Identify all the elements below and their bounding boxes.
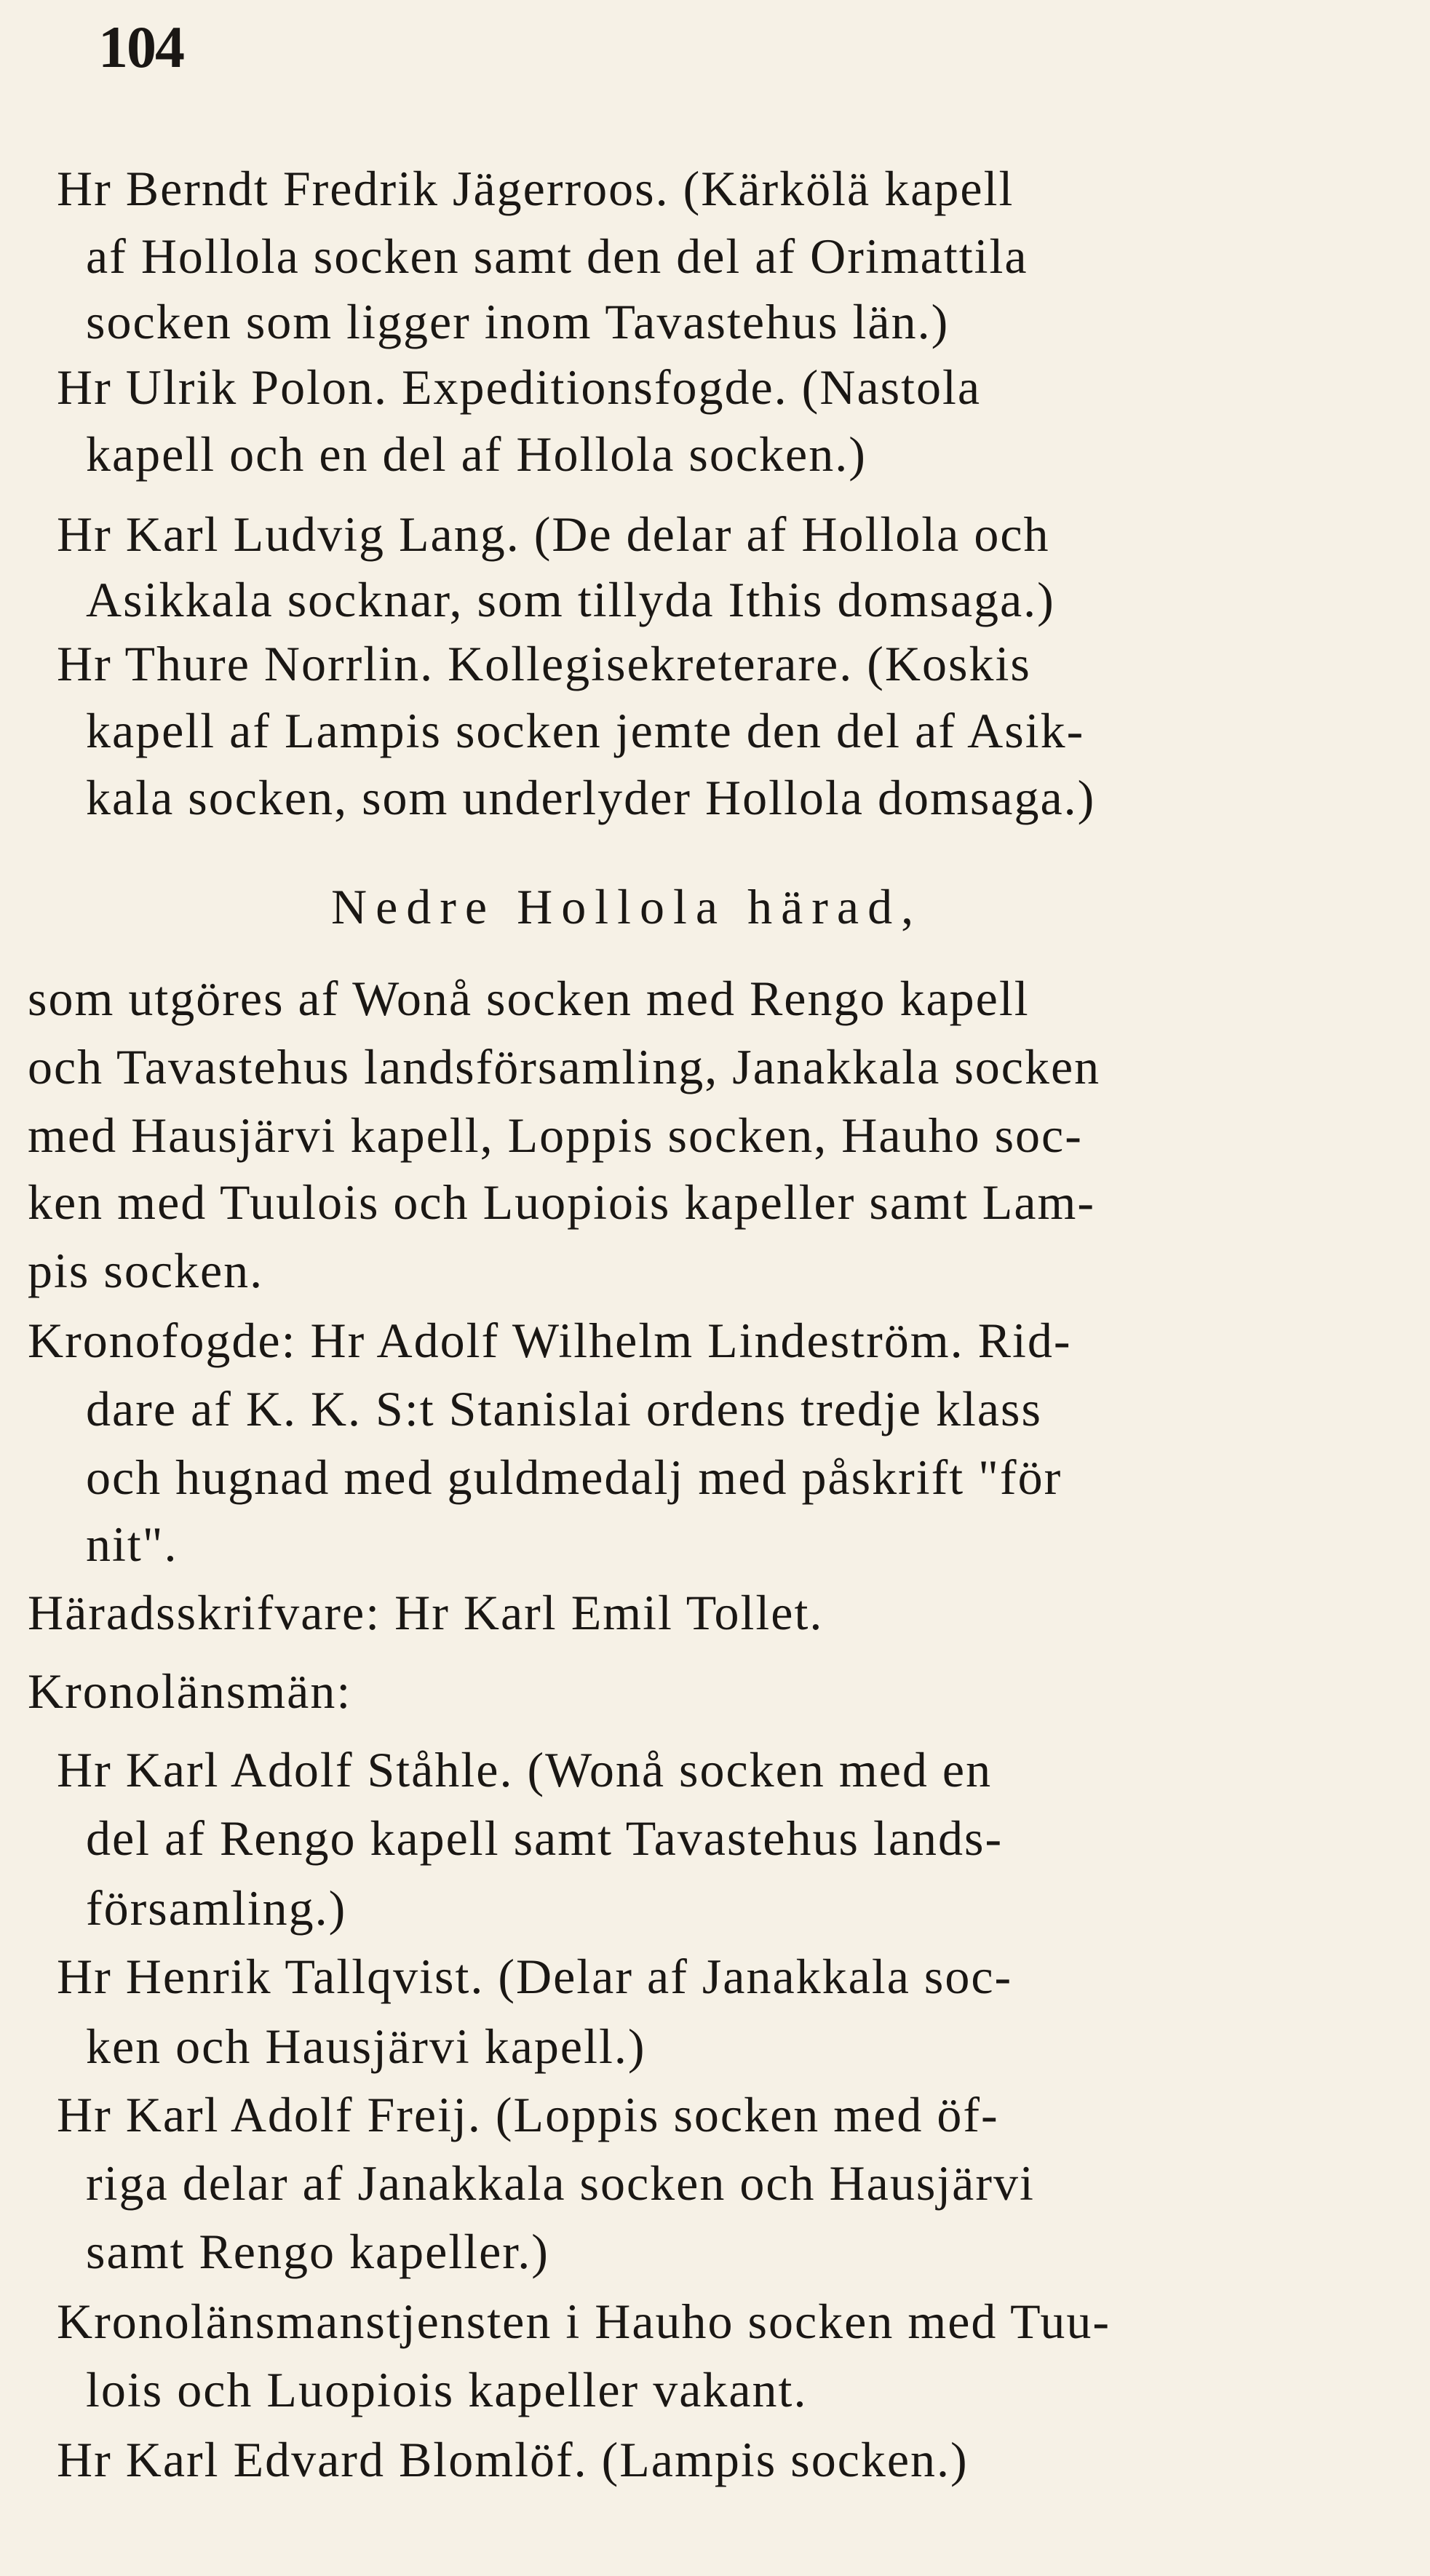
text-line: Hr Thure Norrlin. Kollegisekreterare. (Koskis <box>57 636 1031 691</box>
text-line: socken som ligger inom Tavastehus län.) <box>86 294 950 349</box>
text-line: Hr Berndt Fredrik Jägerroos. (Kärkölä kapell <box>57 161 1014 216</box>
text-line: Kronofogde: Hr Adolf Wilhelm Lindeström. Rid- <box>28 1313 1072 1368</box>
text-line: lois och Luopiois kapeller vakant. <box>86 2362 808 2417</box>
text-line: Hr Ulrik Polon. Expeditionsfogde. (Nastola <box>57 359 982 415</box>
text-line: riga delar af Janakkala socken och Hausjärvi <box>86 2155 1035 2211</box>
text-line: nit". <box>86 1516 178 1572</box>
text-line: och hugnad med guldmedalj med påskrift "för <box>86 1450 1062 1505</box>
text-line: Kronolänsmän: <box>28 1663 352 1719</box>
text-line: af Hollola socken samt den del af Orimattila <box>86 228 1028 284</box>
text-line: Asikkala socknar, som tillyda Ithis domsaga.) <box>86 572 1055 627</box>
text-line: pis socken. <box>28 1243 264 1298</box>
text-line: ken med Tuulois och Luopiois kapeller samt Lam- <box>28 1174 1096 1230</box>
text-line: del af Rengo kapell samt Tavastehus lands- <box>86 1810 1004 1866</box>
text-line: Hr Karl Adolf Freij. (Loppis socken med öf- <box>57 2087 999 2142</box>
page-number: 104 <box>98 14 183 80</box>
text-line: Kronolänsmanstjensten i Hauho socken med Tuu- <box>57 2294 1111 2349</box>
text-line: ken och Hausjärvi kapell.) <box>86 2019 646 2074</box>
text-line: kapell och en del af Hollola socken.) <box>86 426 867 482</box>
text-line: som utgöres af Wonå socken med Rengo kapell <box>28 971 1030 1026</box>
section-heading: Nedre Hollola härad, <box>331 879 923 934</box>
text-line: med Hausjärvi kapell, Loppis socken, Hauho soc- <box>28 1108 1083 1163</box>
text-line: kala socken, som underlyder Hollola domsaga.) <box>86 770 1096 825</box>
text-line: Hr Karl Edvard Blomlöf. (Lampis socken.) <box>57 2432 969 2487</box>
text-line: Hr Henrik Tallqvist. (Delar af Janakkala soc- <box>57 1949 1013 2004</box>
text-line: samt Rengo kapeller.) <box>86 2224 549 2279</box>
text-line: Hr Karl Adolf Ståhle. (Wonå socken med en <box>57 1742 993 1797</box>
text-line: och Tavastehus landsförsamling, Janakkala socken <box>28 1039 1101 1094</box>
text-line: Häradsskrifvare: Hr Karl Emil Tollet. <box>28 1585 824 1640</box>
text-line: dare af K. K. S:t Stanislai ordens tredje klass <box>86 1381 1042 1436</box>
text-line: kapell af Lampis socken jemte den del af Asik- <box>86 703 1085 758</box>
text-line: Hr Karl Ludvig Lang. (De delar af Hollola och <box>57 506 1050 562</box>
text-line: församling.) <box>86 1880 347 1936</box>
